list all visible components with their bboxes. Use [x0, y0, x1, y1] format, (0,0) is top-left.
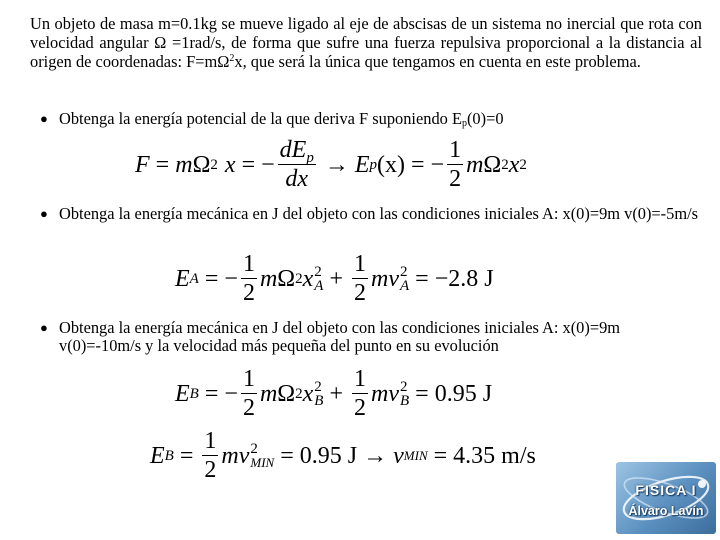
bullet-2-text: Obtenga la energía mecánica en J del objeto con las condiciones iniciales A: x(0)=9m v(0)=-5m/s [59, 204, 699, 223]
arrow-icon: → [324, 152, 349, 178]
fraction-one-half: $\frac{1}{2}$ [449, 136, 462, 192]
equation-energy-B: E B = − $\frac{1}{2}$ m Ω 2 x 2 B + $\frac{1}{2}$ m v 2 B = 0.95 J [175, 365, 493, 421]
bullet-icon: ● [40, 111, 48, 126]
bullet-item-mechanical-energy-A [30, 205, 702, 223]
energy-A-result: −2.8 J [434, 266, 494, 292]
intro-text-1: Un objeto de masa m=0.1kg se mueve ligado al eje de abscisas de un sistema no inercial que rota con velocidad angular Ω =1rad/s, de forma que sufre una fuerza repulsiva proporcional a la distancia al origen de coordenadas: F=mΩ [30, 14, 702, 71]
problem-statement [30, 14, 702, 71]
fraction-one-half: $\frac{1}{2}$ [204, 427, 217, 483]
energy-B-result: 0.95 J [434, 381, 493, 407]
fraction-one-half: $\frac{1}{2}$ [242, 365, 255, 421]
arrow-icon: → [363, 443, 388, 469]
bullet-icon: ● [40, 206, 48, 221]
intro-sup: 2 [229, 53, 235, 64]
fraction-dEp-dx: $\frac{dE_p}{dx}$ [279, 136, 314, 192]
bullet-1-text: Obtenga la energía potencial de la que deriva F suponiendo E [59, 109, 462, 128]
equation-energy-A: E A = − $\frac{1}{2}$ m Ω 2 x 2 A + $\frac{1}{2}$ m v 2 A = −2.8 J [175, 250, 494, 306]
logo-title: FISICA I [635, 482, 697, 498]
equation-potential-energy: F = m Ω 2 x = − $\frac{dE_p}{dx}$ → E p (x) = − $\frac{1}{2}$ m Ω 2 x 2 [135, 136, 527, 192]
bullet-icon: ● [40, 320, 48, 335]
intro-text-2: x, que será la única que tengamos en cuenta en este problema. [234, 52, 641, 71]
bullet-3-text: Obtenga la energía mecánica en J del objeto con las condiciones iniciales A: x(0)=9m v(0)=-10m/s y la velocidad más pequeña del punto en su evolución [59, 318, 621, 355]
atom-orbit-icon [616, 462, 716, 534]
fraction-one-half: $\frac{1}{2}$ [354, 250, 366, 306]
min-velocity-result: 4.35 m/s [453, 443, 536, 469]
bullet-item-mechanical-energy-B [30, 319, 702, 355]
bullet-1-sub: p [461, 118, 467, 129]
equation-min-velocity: E B = $\frac{1}{2}$ m v 2 MIN = 0.95 J → v MIN = 4.35 m/s [150, 427, 536, 483]
logo-author: Álvaro Lavín [628, 504, 704, 518]
bullet-1-text-end: (0)=0 [466, 109, 504, 128]
fraction-one-half: $\frac{1}{2}$ [242, 250, 255, 306]
fraction-one-half: $\frac{1}{2}$ [354, 365, 366, 421]
bullet-item-potential-energy [30, 110, 702, 128]
fisica-logo [616, 462, 716, 534]
